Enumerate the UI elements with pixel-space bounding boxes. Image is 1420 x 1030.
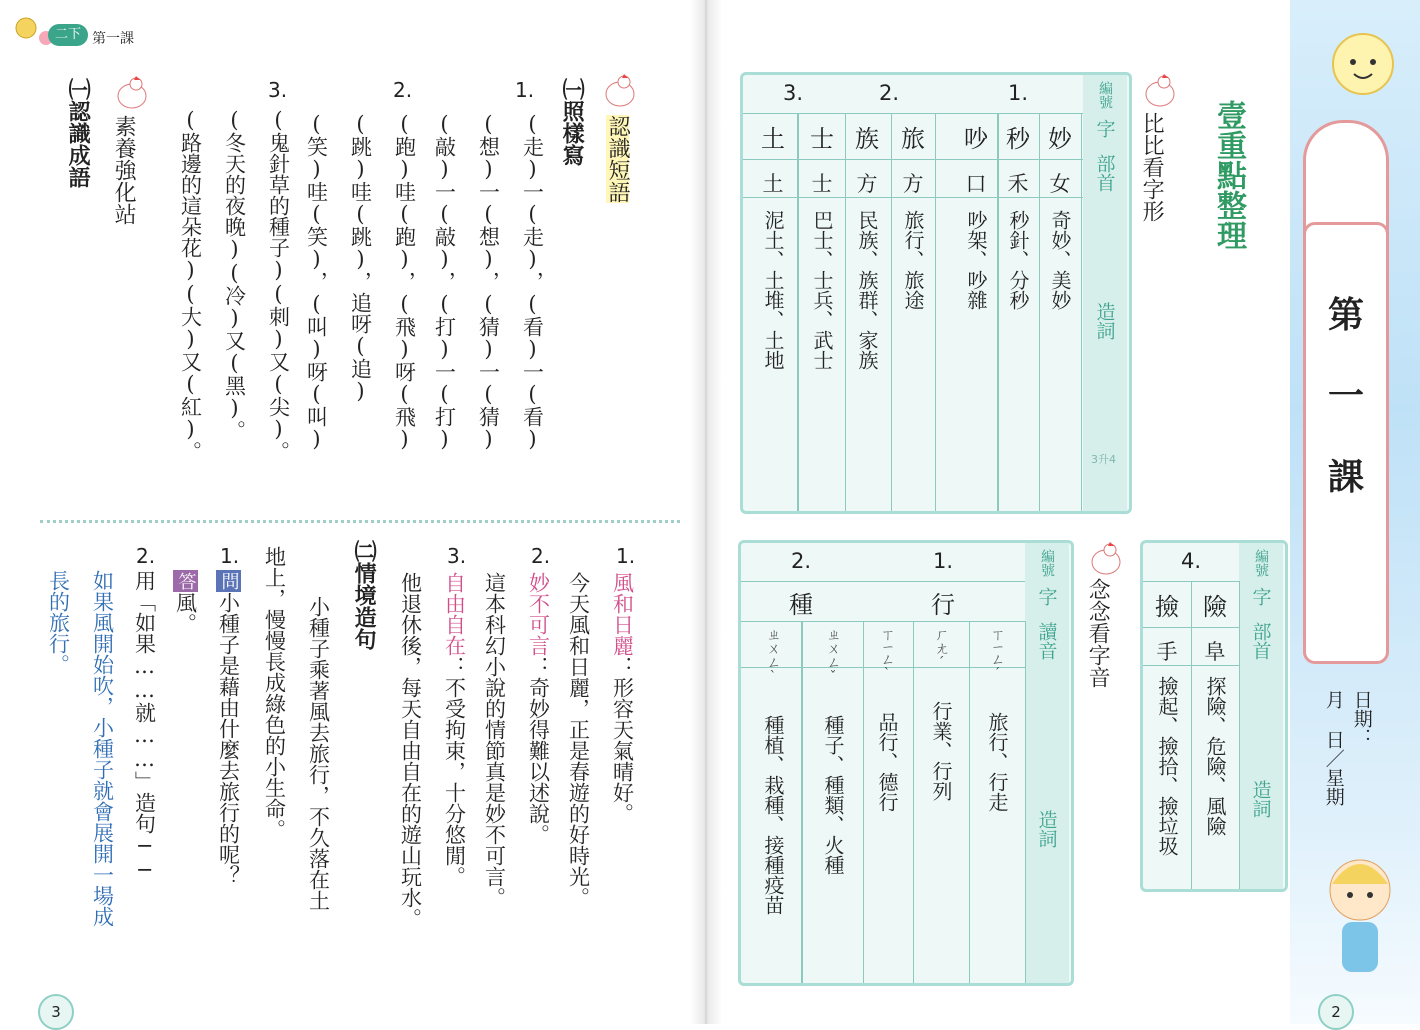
radical: 女 <box>1049 172 1071 196</box>
compare-title: 比比看字形 <box>1139 112 1165 222</box>
question-1: 問小種子是藉由什麼去旅行的呢？ <box>216 572 241 886</box>
header-words: 造詞 <box>1249 780 1272 818</box>
date-label: 日期： <box>1350 690 1373 747</box>
words: 探險、危險、風險 <box>1203 676 1227 836</box>
phrase-num-1: 1. <box>515 78 535 102</box>
question-2: 用「如果……就……」造句── <box>132 570 157 882</box>
section-heading-key-points: 壹重點整理 <box>1211 100 1246 250</box>
words: 撿起、撿拾、撿垃圾 <box>1155 676 1179 856</box>
table-header-column <box>1239 543 1283 889</box>
read-col <box>913 621 970 983</box>
compare-col <box>1143 581 1192 889</box>
char: 險 <box>1203 593 1227 621</box>
header-num: 編號 <box>1253 549 1269 577</box>
girl-illustration-icon <box>1320 840 1400 990</box>
chicken-icon <box>600 70 640 110</box>
grade-pill: 二下 <box>48 24 88 46</box>
header-char: 字 <box>1249 587 1272 606</box>
read-col <box>801 621 864 983</box>
header-char: 字 <box>1093 119 1116 138</box>
header-radical: 部首 <box>1093 154 1116 192</box>
lesson-title-char: 第 <box>1327 294 1364 336</box>
compare-table-4 <box>1140 540 1288 892</box>
question-num: 2. <box>136 544 156 568</box>
char: 士 <box>810 125 834 153</box>
phrase-line: (笑)哇(笑)，(叫)呀(叫) <box>304 112 329 451</box>
literacy-station: 素養強化站 <box>111 115 137 225</box>
read-col <box>861 621 914 983</box>
radical: 阜 <box>1204 640 1226 664</box>
chicken-icon <box>1140 70 1180 110</box>
question-num: 1. <box>220 544 240 568</box>
idiom-definition: 自由自在：不受拘束，十分悠閒。 <box>442 572 467 887</box>
words: 種子、種類、火種 <box>821 715 845 875</box>
section-title-situation: ㈡情境造句 <box>351 540 378 650</box>
char: 族 <box>855 125 879 153</box>
table-header-column <box>1083 75 1127 511</box>
char: 秒 <box>1006 125 1030 153</box>
phrase-num-2: 2. <box>393 78 413 102</box>
divider <box>40 520 680 523</box>
compare-col <box>997 113 1040 511</box>
compare-col <box>797 113 846 511</box>
words: 奇妙、美妙 <box>1048 210 1072 310</box>
compare-col <box>891 113 936 511</box>
idiom-example: 今天風和日麗，正是春遊的好時光。 <box>566 572 591 908</box>
phrase-line: (跑)哇(跑)，(飛)呀(飛) <box>392 112 417 451</box>
page-number-left: 3 <box>38 994 74 1030</box>
book-gutter <box>690 0 722 1024</box>
group-num: 2. <box>878 81 900 105</box>
idiom-example: 這本科幻小說的情節真是妙不可言。 <box>482 572 507 908</box>
group-num: 1. <box>932 549 954 573</box>
words: 種植、栽種、接種疫苗 <box>761 715 785 915</box>
lesson-card <box>1303 222 1389 664</box>
radical: 方 <box>902 172 924 196</box>
words: 品行、德行 <box>875 712 899 813</box>
read-table <box>738 540 1074 986</box>
reading: ㄓㄨㄥˇ <box>825 627 841 685</box>
idiom-example: 他退休後，每天自由自在的遊山玩水。 <box>398 572 423 929</box>
section-title-imitate: ㈠照樣寫 <box>559 78 586 166</box>
header-words: 造詞 <box>1035 810 1058 848</box>
radical: 禾 <box>1007 172 1029 196</box>
compare-col <box>1191 581 1240 889</box>
date-day: 日／星期 <box>1322 730 1345 806</box>
words: 巴士、士兵、武士 <box>810 210 834 370</box>
compare-col <box>1039 113 1082 511</box>
words: 民族、族群、家族 <box>855 210 879 370</box>
words: 吵架、吵雜 <box>964 210 988 310</box>
group-num: 1. <box>1007 81 1029 105</box>
char: 土 <box>761 125 785 153</box>
group-num: 4. <box>1180 549 1202 573</box>
compare-col <box>955 113 999 511</box>
phrase-line: (冬天的夜晚)(冷)又(黑)。 <box>222 108 247 441</box>
radical: 手 <box>1156 640 1178 664</box>
phrase-line: (想)一(想)，(猜)一(猜) <box>476 112 501 451</box>
header-char: 字 <box>1035 587 1058 606</box>
reading: ㄒㄧㄥˊ <box>989 627 1005 683</box>
chicken-icon <box>1086 538 1126 578</box>
phrase-line: (跳)哇(跳)，追呀(追) <box>348 112 373 403</box>
radical: 口 <box>965 172 987 196</box>
header-num: 編號 <box>1039 549 1055 577</box>
reading: ㄏㄤˊ <box>933 627 949 671</box>
idiom-definition: 妙不可言：奇妙得難以述說。 <box>526 572 551 845</box>
idiom-num: 1. <box>616 544 636 568</box>
header-words: 造詞 <box>1093 302 1116 340</box>
lesson-title-char: 一 <box>1327 375 1364 418</box>
char: 撿 <box>1155 593 1179 621</box>
compare-col <box>749 113 798 511</box>
char: 種 <box>789 591 813 619</box>
radical: 土 <box>762 172 784 196</box>
words: 泥土、土堆、土地 <box>761 210 785 370</box>
words: 秒針、分秒 <box>1006 210 1030 310</box>
lesson-tag: 第一課 <box>92 31 134 47</box>
phrase-line: (路邊的這朵花)(大)又(紅)。 <box>178 108 203 462</box>
reading: ㄒㄧㄥˋ <box>879 627 895 683</box>
group-num: 3. <box>782 81 804 105</box>
char: 行 <box>931 591 955 619</box>
date-month: 月 <box>1322 690 1345 709</box>
phrase-line: (鬼針草的種子)(刺)又(尖)。 <box>266 108 291 462</box>
heading-recognize-phrases: 認識短語 <box>605 115 631 203</box>
read-col <box>969 621 1026 983</box>
char: 旅 <box>901 125 925 153</box>
idiom-definition: 風和日麗：形容天氣晴好。 <box>610 572 635 824</box>
idiom-num: 3. <box>447 544 467 568</box>
situation-passage: 地上，慢慢長成綠色的小生命。 <box>262 546 287 840</box>
group-num: 2. <box>790 549 812 573</box>
radical: 士 <box>811 172 833 196</box>
answer-2: 如果風開始吹，小種子就會展開一場成 <box>90 570 115 927</box>
reading: ㄓㄨㄥˋ <box>765 627 781 685</box>
idiom-num: 2. <box>531 544 551 568</box>
table-header-column <box>1025 543 1069 983</box>
compare-col <box>843 113 892 511</box>
phrase-line: (敲)一(敲)，(打)一(打) <box>432 112 457 451</box>
read-col <box>745 621 802 983</box>
words: 行業、行列 <box>929 701 953 801</box>
answer-2: 長的旅行。 <box>46 570 71 675</box>
words: 旅行、旅途 <box>901 210 925 310</box>
chicken-icon <box>112 72 152 112</box>
header-radical: 部首 <box>1249 622 1272 660</box>
page-number-right: 2 <box>1318 994 1354 1030</box>
phrase-line: (走)一(走)，(看)一(看) <box>520 112 545 451</box>
section-title-idioms: ㈠認識成語 <box>65 78 92 188</box>
answer-1: 答風。 <box>173 572 198 634</box>
situation-passage: 小種子乘著風去旅行，不久落在土 <box>306 596 331 911</box>
char: 吵 <box>964 125 988 153</box>
lesson-title-char: 課 <box>1327 456 1364 499</box>
char: 妙 <box>1048 125 1072 153</box>
radical: 方 <box>856 172 878 196</box>
compare-table <box>740 72 1132 514</box>
page-tag: 3升4 <box>1091 453 1116 466</box>
read-title: 念念看字音 <box>1085 578 1111 688</box>
phrase-num-3: 3. <box>268 78 288 102</box>
header-reading: 讀音 <box>1035 622 1058 660</box>
words: 旅行、行走 <box>985 712 1009 813</box>
sun-icon <box>1318 24 1408 104</box>
header-num: 編號 <box>1097 81 1113 109</box>
